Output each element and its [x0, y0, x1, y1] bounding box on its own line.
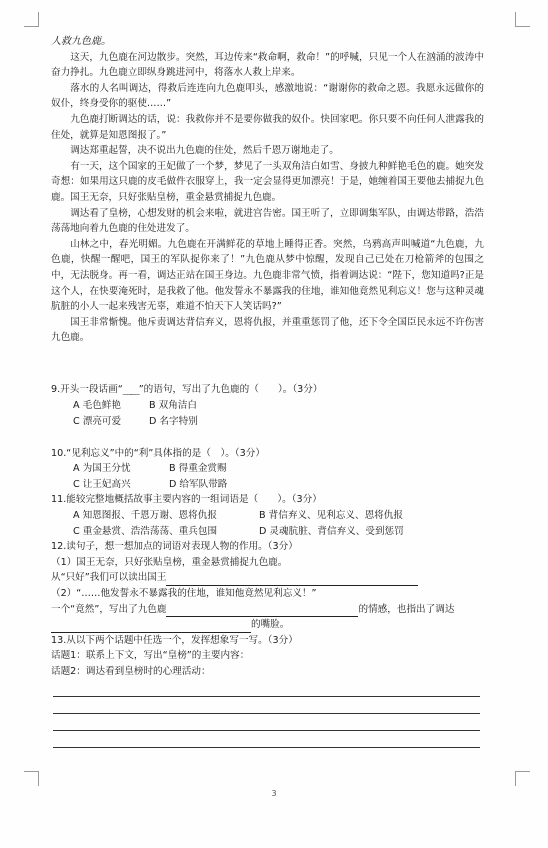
option-10d[interactable]: D 给军队带路	[169, 478, 228, 490]
answer-blank-12-1[interactable]	[166, 573, 418, 586]
passage-paragraph-5: 有一天，这个国家的王妃做了一个梦，梦见了一头双角洁白如雪、身披九种鲜艳毛色的鹿。她突发奇想：如果用这只鹿的皮毛做件衣服穿上，我一定会显得更加漂亮！于是，她缠着国王要他去捕捉九色鹿。国王无奈，只好张贴皇榜，重金悬赏捕捉九色鹿。	[51, 160, 484, 203]
question-11-options-row-2	[51, 524, 484, 540]
option-11c[interactable]: C 重金悬赏、浩浩荡荡、重兵包围	[73, 525, 218, 537]
question-9-options-row-1	[51, 398, 484, 414]
question-12: 12.读句子，想一想加点的词语对表现人物的作用。（3分）	[51, 541, 298, 553]
passage-paragraph-1: 这天，九色鹿在河边散步。突然，耳边传来“救命啊，救命！”的呼喊，只见一个人在汹涌的波涛中奋力挣扎。九色鹿立即纵身跳进河中，将落水人救上岸来。	[51, 51, 484, 79]
question-10: 10.“见利忘义”中的“利”具体指的是（ ）。（3分）	[51, 447, 265, 459]
question-13-topic-1: 话题1：联系上下文，写出“皇榜”的主要内容：	[51, 650, 250, 662]
passage-paragraph-4: 调达郑重起誓，决不说出九色鹿的住处，然后千恩万谢地走了。	[70, 145, 339, 157]
question-13: 13.从以下两个话题中任选一个，发挥想象写一写。（3分）	[51, 634, 298, 646]
question-12-answer-2-cont	[51, 617, 484, 633]
spacer	[51, 346, 484, 382]
option-11b[interactable]: B 背信弃义、见利忘义、恩将仇报	[259, 510, 403, 522]
answer-line-13-3[interactable]	[53, 714, 480, 731]
option-9a[interactable]: A 毛色鲜艳	[73, 400, 121, 412]
option-10c[interactable]: C 让王妃高兴	[73, 478, 131, 490]
question-12-answer-2	[51, 602, 484, 618]
option-11a[interactable]: A 知恩图报、千恩万谢、恩将仇报	[73, 510, 217, 522]
question-9-text-post: ”的语句，写出了九色鹿的（ ）。（3分）	[138, 383, 323, 395]
spacer	[51, 430, 484, 446]
question-13-topic-2: 话题2：调达看到皇榜时的心理活动：	[51, 665, 211, 677]
answer-blank-12-2a[interactable]	[166, 604, 358, 617]
crop-mark-bottom-right	[515, 771, 530, 786]
option-9c[interactable]: C 漂亮可爱	[73, 416, 122, 428]
question-9-options-row-2	[51, 414, 484, 430]
crop-mark-top-right	[515, 12, 530, 27]
wavy-underline-mark: ﹏﹏	[122, 386, 139, 397]
passage-paragraph-6: 调达看了皇榜，心想发财的机会来啦，就进宫告密。国王听了，立即调集军队，由调达带路，浩浩荡荡地向着九色鹿的住处进发了。	[51, 207, 484, 235]
question-12-answer-2-text-c: 的嘴脸。	[251, 619, 290, 631]
question-12-answer-1	[51, 570, 484, 586]
question-12-sentence-1: （1）国王无奈，只好张贴皇榜，重金悬赏捕捉九色鹿。	[51, 556, 288, 568]
option-9b[interactable]: B 双角洁白	[149, 400, 198, 412]
option-11d[interactable]: D 灵魂肮脏、背信弃义、受到惩罚	[259, 525, 404, 537]
option-10a[interactable]: A 为国王分忧	[73, 463, 131, 475]
question-10-options-row-2	[51, 477, 484, 493]
option-9d[interactable]: D 名字特别	[149, 416, 198, 428]
question-12-answer-1-text: 从“只好”我们可以读出国王	[51, 572, 167, 584]
passage-paragraph-3: 九色鹿打断调达的话，说：我救你并不是要你做我的奴仆。快回家吧。你只要不向任何人泄露我的住处，就算是知恩图报了。”	[51, 113, 484, 141]
question-10-options-row-1	[51, 461, 484, 477]
option-10b[interactable]: B 得重金赏赐	[169, 463, 227, 475]
question-9-text-pre: 9.开头一段话画“	[51, 383, 123, 395]
answer-line-13-1[interactable]	[53, 680, 480, 697]
question-11-options-row-1	[51, 508, 484, 524]
crop-mark-top-left	[24, 12, 39, 27]
question-12-sentence-2: （2）“……他发誓永不暴露我的住地，谁知他竟然见利忘义！”	[51, 588, 317, 599]
answer-line-13-2[interactable]	[53, 697, 480, 714]
answer-blank-12-2b[interactable]	[51, 620, 251, 633]
question-12-answer-2-text-a: 一个“竟然”，写出了九色鹿	[51, 603, 167, 615]
exam-page-content	[51, 34, 484, 748]
question-12-answer-2-text-b: 的情感，也指出了调达	[358, 603, 455, 615]
passage-paragraph-7: 山林之中，春光明媚。九色鹿在开满鲜花的草地上睡得正香。突然，乌鸦高声叫喊道“九色鹿，九色鹿，快醒一醒吧，国王的军队捉你来了！”九色鹿从梦中惊醒，发现自己已处在刀枪箭斧的包围之中，无法脱身。再一看，调达正站在国王身边。九色鹿非常气愤，指着调达说：“陛下，您知道吗?正是这个人，在快要淹死时，是我救了他。他发誓永不暴露我的住地，谁知他竟然见利忘义！您与这种灵魂肮脏的小人一起来残害无辜，难道不怕天下人笑话吗?”	[51, 238, 484, 313]
question-9	[51, 382, 484, 399]
passage-paragraph-8: 国王非常惭愧。他斥责调达背信弃义，恩将仇报，并重重惩罚了他，还下令全国臣民永远不许伤害九色鹿。	[51, 316, 484, 344]
crop-mark-bottom-left	[24, 771, 39, 786]
answer-line-13-4[interactable]	[53, 731, 480, 748]
question-11: 11.能较完整地概括故事主要内容的一组词语是（ ）。（3分）	[51, 494, 322, 506]
passage-title: 人救九色鹿。	[51, 36, 111, 47]
page-number: 3	[271, 789, 277, 798]
passage-paragraph-2: 落水的人名叫调达，得救后连连向九色鹿叩头，感激地说：“谢谢你的救命之恩。我愿永远做你的奴仆，终身受你的驱使……”	[51, 82, 484, 110]
